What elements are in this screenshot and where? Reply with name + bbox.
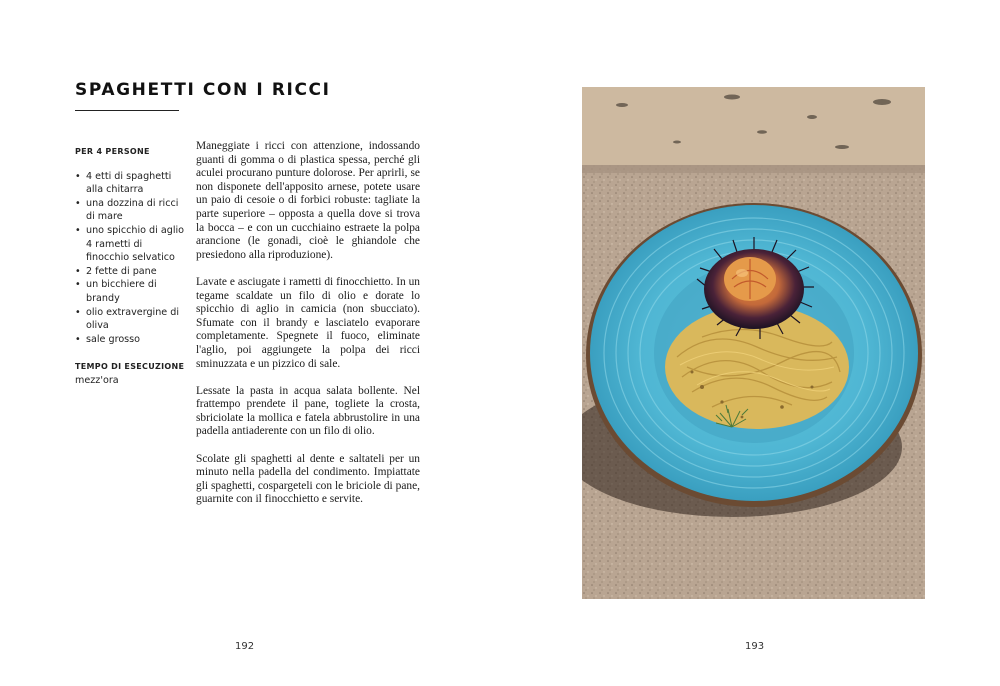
- time-label: TEMPO DI ESECUZIONE: [75, 362, 185, 372]
- ingredient-item: • 2 fette di pane: [75, 265, 187, 279]
- ingredient-item: • 4 etti di spaghetti alla chitarra: [75, 170, 187, 197]
- ingredient-item: • un bicchiere di brandy: [75, 278, 187, 305]
- plate-of-spaghetti-with-sea-urchin-photo: [582, 87, 925, 599]
- ingredient-item: • una dozzina di ricci di mare: [75, 197, 187, 224]
- recipe-title: SPAGHETTI CON I RICCI: [75, 80, 331, 100]
- method-text: [196, 140, 420, 521]
- method-paragraph: Scolate gli spaghetti al dente e saltateli per un minuto nella padella del condimento. Impiattate gli spaghetti, cospargeteli con le briciole di pane, guarnite con il finocchietto e servite.: [196, 452, 420, 506]
- time-value: mezz'ora: [75, 374, 119, 386]
- servings-label: PER 4 PERSONE: [75, 147, 150, 156]
- ingredient-item: • sale grosso: [75, 333, 187, 347]
- page-number-right: 193: [745, 641, 765, 652]
- method-paragraph: Maneggiate i ricci con attenzione, indossando guanti di gomma o di plastica spessa, perché gli aculei procurano punture dolorose. Per aprirli, se non disponete dell'apposito arnese, potete usare un paio di cesoie o di forbici robuste: tagliate la parte superiore – opposta a quella dove si trova la bocca – e con un cucchiaino estraete la polpa arancione (le gonadi, cioè le ghiandole che presiedono alla riproduzione).: [196, 140, 420, 261]
- method-paragraph: Lavate e asciugate i rametti di finocchietto. In un tegame scaldate un filo di olio e dorate lo spicchio di aglio in camicia (non sbucciato). Sfumate con il brandy e lasciatelo evaporare completamente. Spegnete il fuoco, eliminate l'aglio, poi aggiungete la polpa dei ricci sminuzzata e un pizzico di sale.: [196, 275, 420, 370]
- title-underline: [75, 110, 179, 111]
- method-paragraph: Lessate la pasta in acqua salata bollente. Nel frattempo prendete il pane, togliete la crosta, sbriciolate la mollica e fatela abbrustolire in una padella antiaderente con un filo di olio.: [196, 384, 420, 438]
- ingredients-sidebar: [75, 145, 187, 388]
- page-number-left: 192: [235, 641, 255, 652]
- ingredient-item: • uno spicchio di aglio 4 rametti di finocchio selvatico: [75, 224, 187, 265]
- ingredient-list: [75, 170, 187, 347]
- ingredient-item: • olio extravergine di oliva: [75, 306, 187, 333]
- dish-photo: [582, 87, 925, 599]
